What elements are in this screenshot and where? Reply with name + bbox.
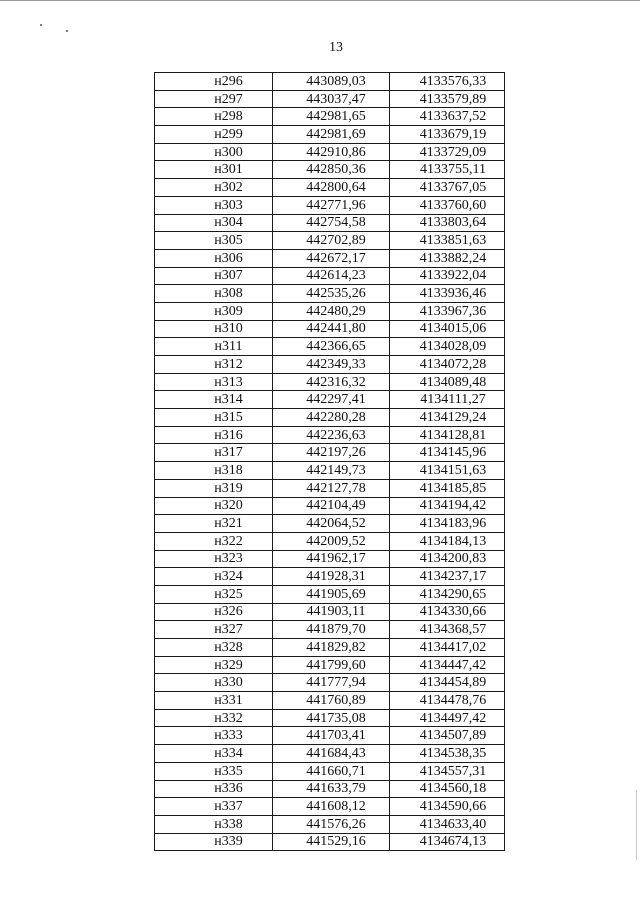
point-id-cell: н312 <box>155 356 273 374</box>
point-id-cell: н311 <box>155 338 273 356</box>
point-id-cell: н297 <box>155 90 273 108</box>
table-row <box>155 515 505 533</box>
table-row <box>155 621 505 639</box>
table-row <box>155 762 505 780</box>
table-row <box>155 426 505 444</box>
y-coordinate-cell: 4133579,89 <box>390 90 505 108</box>
x-coordinate-cell: 441608,12 <box>273 798 390 816</box>
y-coordinate-cell: 4134590,66 <box>390 798 505 816</box>
point-id-cell: н296 <box>155 73 273 91</box>
point-id-cell: н313 <box>155 373 273 391</box>
x-coordinate-cell: 442009,52 <box>273 532 390 550</box>
y-coordinate-cell: 4133760,60 <box>390 196 505 214</box>
point-id-cell: н323 <box>155 550 273 568</box>
table-row <box>155 126 505 144</box>
y-coordinate-cell: 4134454,89 <box>390 674 505 692</box>
y-coordinate-cell: 4133967,36 <box>390 302 505 320</box>
point-id-cell: н315 <box>155 409 273 427</box>
table-row <box>155 161 505 179</box>
y-coordinate-cell: 4134497,42 <box>390 709 505 727</box>
y-coordinate-cell: 4133576,33 <box>390 73 505 91</box>
table-row <box>155 232 505 250</box>
y-coordinate-cell: 4134368,57 <box>390 621 505 639</box>
table-row <box>155 356 505 374</box>
point-id-cell: н321 <box>155 515 273 533</box>
y-coordinate-cell: 4134145,96 <box>390 444 505 462</box>
y-coordinate-cell: 4133882,24 <box>390 249 505 267</box>
y-coordinate-cell: 4134089,48 <box>390 373 505 391</box>
table-row <box>155 373 505 391</box>
point-id-cell: н300 <box>155 143 273 161</box>
x-coordinate-cell: 442441,80 <box>273 320 390 338</box>
table-row <box>155 90 505 108</box>
y-coordinate-cell: 4134111,27 <box>390 391 505 409</box>
x-coordinate-cell: 442910,86 <box>273 143 390 161</box>
table-row <box>155 302 505 320</box>
x-coordinate-cell: 442614,23 <box>273 267 390 285</box>
x-coordinate-cell: 441879,70 <box>273 621 390 639</box>
point-id-cell: н309 <box>155 302 273 320</box>
table-row <box>155 320 505 338</box>
point-id-cell: н314 <box>155 391 273 409</box>
y-coordinate-cell: 4133851,63 <box>390 232 505 250</box>
y-coordinate-cell: 4133679,19 <box>390 126 505 144</box>
table-row <box>155 444 505 462</box>
x-coordinate-cell: 441903,11 <box>273 603 390 621</box>
y-coordinate-cell: 4134478,76 <box>390 692 505 710</box>
coordinates-table-body <box>155 73 505 851</box>
point-id-cell: н339 <box>155 833 273 851</box>
page-number: 13 <box>329 40 343 55</box>
table-row <box>155 479 505 497</box>
y-coordinate-cell: 4134557,31 <box>390 762 505 780</box>
x-coordinate-cell: 442236,63 <box>273 426 390 444</box>
x-coordinate-cell: 441735,08 <box>273 709 390 727</box>
table-row <box>155 338 505 356</box>
point-id-cell: н338 <box>155 815 273 833</box>
x-coordinate-cell: 443089,03 <box>273 73 390 91</box>
point-id-cell: н307 <box>155 267 273 285</box>
x-coordinate-cell: 442754,58 <box>273 214 390 232</box>
y-coordinate-cell: 4134417,02 <box>390 639 505 657</box>
point-id-cell: н319 <box>155 479 273 497</box>
point-id-cell: н301 <box>155 161 273 179</box>
table-row <box>155 780 505 798</box>
table-row <box>155 674 505 692</box>
y-coordinate-cell: 4134185,85 <box>390 479 505 497</box>
table-row <box>155 409 505 427</box>
point-id-cell: н332 <box>155 709 273 727</box>
x-coordinate-cell: 442702,89 <box>273 232 390 250</box>
x-coordinate-cell: 441760,89 <box>273 692 390 710</box>
x-coordinate-cell: 442297,41 <box>273 391 390 409</box>
table-row <box>155 745 505 763</box>
table-row <box>155 196 505 214</box>
x-coordinate-cell: 441529,16 <box>273 833 390 851</box>
y-coordinate-cell: 4134330,66 <box>390 603 505 621</box>
coordinates-table <box>154 72 505 851</box>
y-coordinate-cell: 4134507,89 <box>390 727 505 745</box>
y-coordinate-cell: 4134028,09 <box>390 338 505 356</box>
y-coordinate-cell: 4134184,13 <box>390 532 505 550</box>
point-id-cell: н336 <box>155 780 273 798</box>
table-row <box>155 568 505 586</box>
point-id-cell: н302 <box>155 179 273 197</box>
point-id-cell: н331 <box>155 692 273 710</box>
point-id-cell: н303 <box>155 196 273 214</box>
point-id-cell: н337 <box>155 798 273 816</box>
y-coordinate-cell: 4133729,09 <box>390 143 505 161</box>
point-id-cell: н318 <box>155 462 273 480</box>
x-coordinate-cell: 442104,49 <box>273 497 390 515</box>
y-coordinate-cell: 4134237,17 <box>390 568 505 586</box>
point-id-cell: н326 <box>155 603 273 621</box>
table-row <box>155 603 505 621</box>
x-coordinate-cell: 441684,43 <box>273 745 390 763</box>
x-coordinate-cell: 442981,65 <box>273 108 390 126</box>
x-coordinate-cell: 442349,33 <box>273 356 390 374</box>
y-coordinate-cell: 4133936,46 <box>390 285 505 303</box>
table-row <box>155 391 505 409</box>
y-coordinate-cell: 4134128,81 <box>390 426 505 444</box>
x-coordinate-cell: 441905,69 <box>273 585 390 603</box>
x-coordinate-cell: 441660,71 <box>273 762 390 780</box>
table-row <box>155 815 505 833</box>
y-coordinate-cell: 4134015,06 <box>390 320 505 338</box>
y-coordinate-cell: 4133803,64 <box>390 214 505 232</box>
y-coordinate-cell: 4134072,28 <box>390 356 505 374</box>
table-row <box>155 727 505 745</box>
x-coordinate-cell: 442771,96 <box>273 196 390 214</box>
y-coordinate-cell: 4133767,05 <box>390 179 505 197</box>
y-coordinate-cell: 4133637,52 <box>390 108 505 126</box>
table-row <box>155 214 505 232</box>
x-coordinate-cell: 441777,94 <box>273 674 390 692</box>
x-coordinate-cell: 441928,31 <box>273 568 390 586</box>
y-coordinate-cell: 4134633,40 <box>390 815 505 833</box>
x-coordinate-cell: 441576,26 <box>273 815 390 833</box>
x-coordinate-cell: 442366,65 <box>273 338 390 356</box>
table-row <box>155 798 505 816</box>
y-coordinate-cell: 4133755,11 <box>390 161 505 179</box>
x-coordinate-cell: 442064,52 <box>273 515 390 533</box>
y-coordinate-cell: 4134447,42 <box>390 656 505 674</box>
point-id-cell: н330 <box>155 674 273 692</box>
x-coordinate-cell: 442850,36 <box>273 161 390 179</box>
x-coordinate-cell: 442280,28 <box>273 409 390 427</box>
x-coordinate-cell: 443037,47 <box>273 90 390 108</box>
table-row <box>155 143 505 161</box>
y-coordinate-cell: 4134200,83 <box>390 550 505 568</box>
table-row <box>155 497 505 515</box>
point-id-cell: н324 <box>155 568 273 586</box>
y-coordinate-cell: 4134290,65 <box>390 585 505 603</box>
point-id-cell: н306 <box>155 249 273 267</box>
point-id-cell: н333 <box>155 727 273 745</box>
x-coordinate-cell: 441799,60 <box>273 656 390 674</box>
point-id-cell: н317 <box>155 444 273 462</box>
point-id-cell: н328 <box>155 639 273 657</box>
table-row <box>155 585 505 603</box>
x-coordinate-cell: 442149,73 <box>273 462 390 480</box>
x-coordinate-cell: 442316,32 <box>273 373 390 391</box>
point-id-cell: н298 <box>155 108 273 126</box>
x-coordinate-cell: 442480,29 <box>273 302 390 320</box>
y-coordinate-cell: 4133922,04 <box>390 267 505 285</box>
point-id-cell: н335 <box>155 762 273 780</box>
page-top-edge <box>0 0 640 1</box>
y-coordinate-cell: 4134674,13 <box>390 833 505 851</box>
x-coordinate-cell: 442672,17 <box>273 249 390 267</box>
point-id-cell: н322 <box>155 532 273 550</box>
x-coordinate-cell: 442197,26 <box>273 444 390 462</box>
point-id-cell: н304 <box>155 214 273 232</box>
point-id-cell: н310 <box>155 320 273 338</box>
table-row <box>155 692 505 710</box>
point-id-cell: н325 <box>155 585 273 603</box>
table-row <box>155 462 505 480</box>
table-row <box>155 249 505 267</box>
x-coordinate-cell: 442800,64 <box>273 179 390 197</box>
y-coordinate-cell: 4134129,24 <box>390 409 505 427</box>
point-id-cell: н308 <box>155 285 273 303</box>
table-row <box>155 532 505 550</box>
x-coordinate-cell: 442535,26 <box>273 285 390 303</box>
point-id-cell: н327 <box>155 621 273 639</box>
scan-edge-mark <box>636 790 637 860</box>
point-id-cell: н320 <box>155 497 273 515</box>
y-coordinate-cell: 4134538,35 <box>390 745 505 763</box>
table-row <box>155 550 505 568</box>
table-row <box>155 179 505 197</box>
x-coordinate-cell: 441829,82 <box>273 639 390 657</box>
table-row <box>155 639 505 657</box>
scan-speck <box>40 24 42 26</box>
y-coordinate-cell: 4134151,63 <box>390 462 505 480</box>
point-id-cell: н299 <box>155 126 273 144</box>
point-id-cell: н334 <box>155 745 273 763</box>
table-row <box>155 656 505 674</box>
point-id-cell: н329 <box>155 656 273 674</box>
x-coordinate-cell: 442981,69 <box>273 126 390 144</box>
y-coordinate-cell: 4134183,96 <box>390 515 505 533</box>
table-row <box>155 267 505 285</box>
x-coordinate-cell: 441962,17 <box>273 550 390 568</box>
y-coordinate-cell: 4134560,18 <box>390 780 505 798</box>
table-row <box>155 108 505 126</box>
x-coordinate-cell: 442127,78 <box>273 479 390 497</box>
point-id-cell: н305 <box>155 232 273 250</box>
y-coordinate-cell: 4134194,42 <box>390 497 505 515</box>
x-coordinate-cell: 441703,41 <box>273 727 390 745</box>
point-id-cell: н316 <box>155 426 273 444</box>
table-row <box>155 709 505 727</box>
table-row <box>155 73 505 91</box>
scan-speck <box>66 30 68 32</box>
table-row <box>155 285 505 303</box>
x-coordinate-cell: 441633,79 <box>273 780 390 798</box>
table-row <box>155 833 505 851</box>
